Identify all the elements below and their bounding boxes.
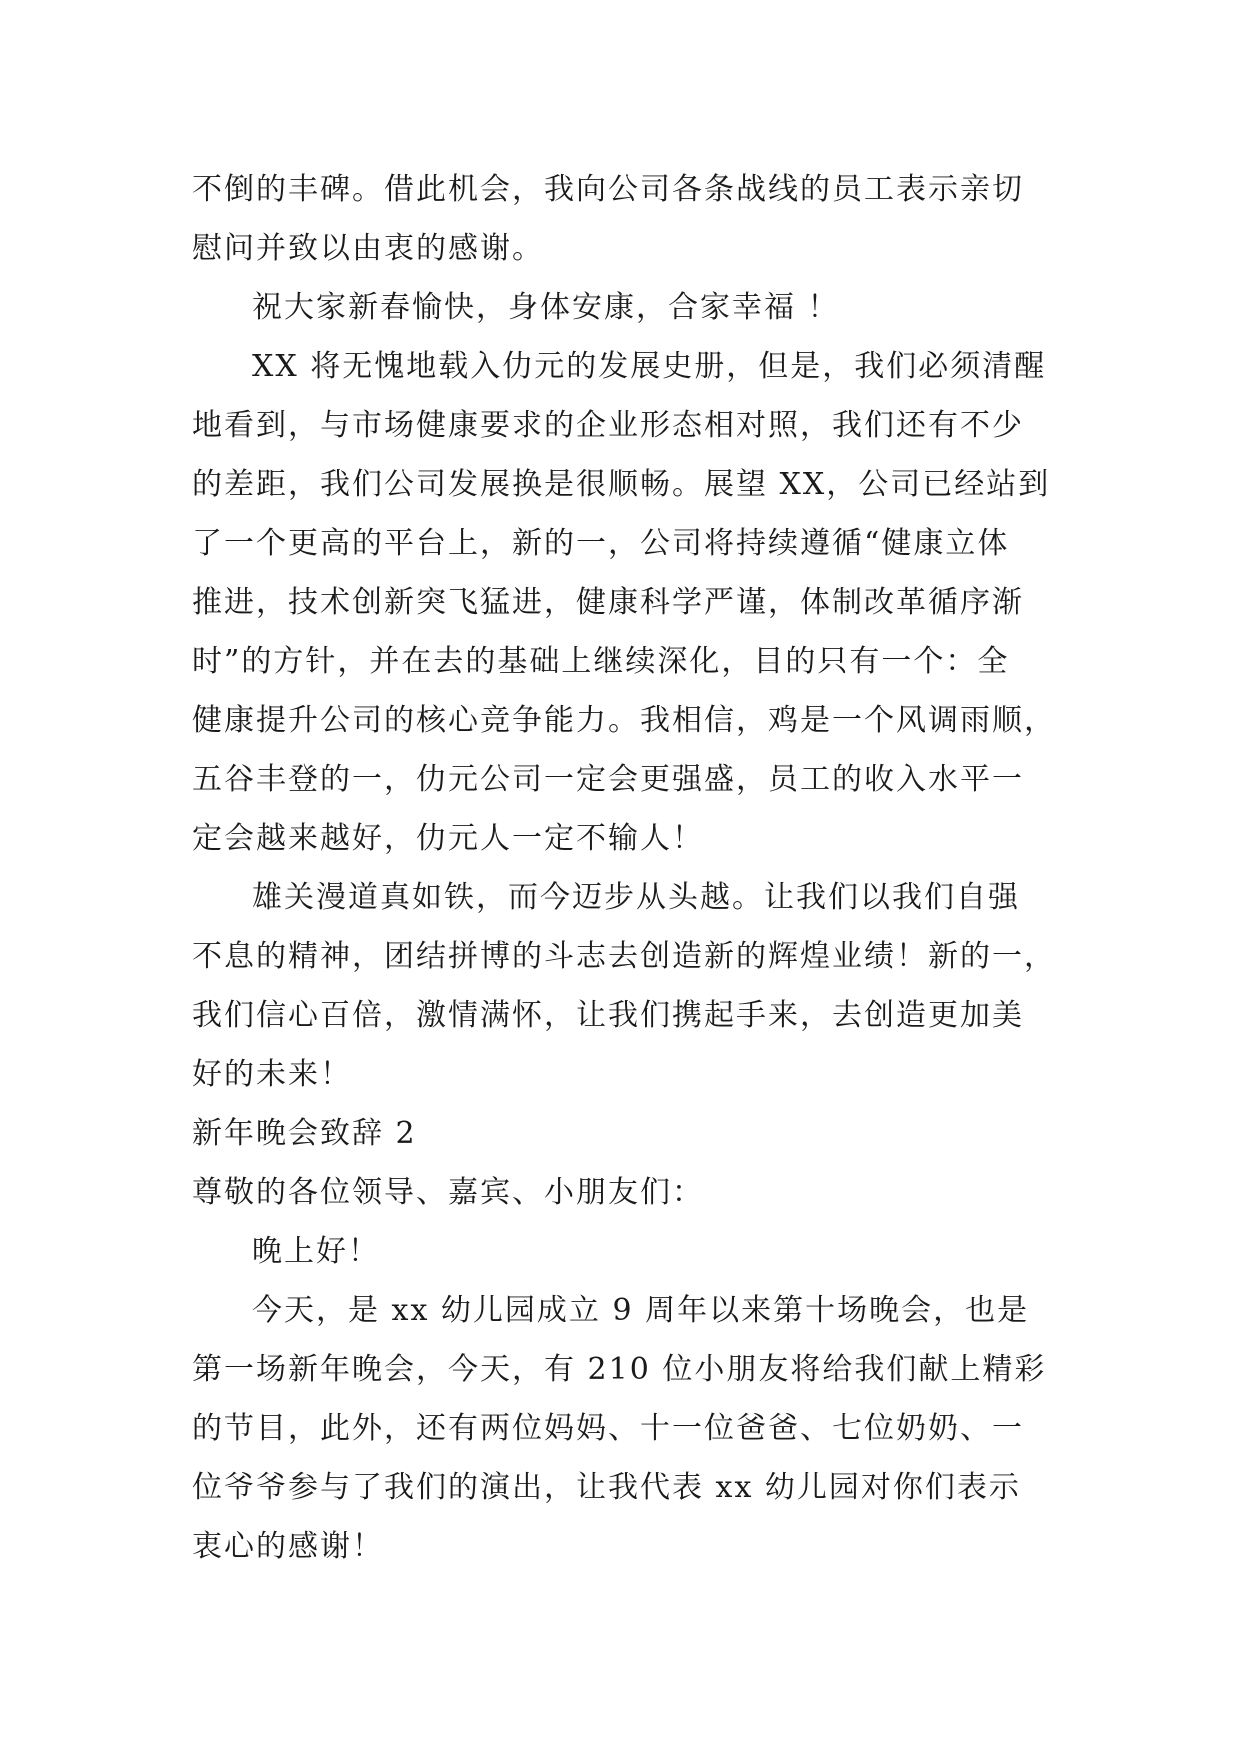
text-line: 衷心的感谢！ [192, 1529, 384, 1564]
text-line: XX 将无愧地载入仂元的发展史册，但是，我们必须清醒 [252, 349, 1047, 384]
text-line: 的节目，此外，还有两位妈妈、十一位爸爸、七位奶奶、一 [192, 1411, 1024, 1446]
salutation: 尊敬的各位领导、嘉宾、小朋友们： [192, 1175, 704, 1210]
text-line: 好的未来！ [192, 1057, 352, 1092]
text-line: 的差距，我们公司发展换是很顺畅。展望 XX，公司已经站到 [192, 467, 1051, 502]
text-line: 慰问并致以由衷的感谢。 [192, 231, 544, 266]
text-line: 时”的方针，并在去的基础上继续深化，目的只有一个：全 [192, 644, 1010, 679]
text-line: 我们信心百倍，激情满怀，让我们携起手来，去创造更加美 [192, 998, 1024, 1033]
text-line: 五谷丰登的一，仂元公司一定会更强盛，员工的收入水平一 [192, 762, 1024, 797]
text-line: 雄关漫道真如铁，而今迈步从头越。让我们以我们自强 [252, 880, 1020, 915]
text-line: 地看到，与市场健康要求的企业形态相对照，我们还有不少 [192, 408, 1024, 443]
text-line: 推进，技术创新突飞猛进，健康科学严谨，体制改革循序渐 [192, 585, 1024, 620]
text-line: 不倒的丰碑。借此机会，我向公司各条战线的员工表示亲切 [192, 172, 1024, 207]
text-line: 定会越来越好，仂元人一定不输人！ [192, 821, 704, 856]
text-line: 位爷爷参与了我们的演出，让我代表 xx 幼儿园对你们表示 [192, 1470, 1021, 1505]
text-line: 祝大家新春愉快，身体安康，合家幸福 ！ [252, 290, 840, 325]
greeting: 晚上好！ [252, 1234, 380, 1269]
section-heading: 新年晚会致辞 2 [192, 1116, 417, 1151]
text-line: 今天，是 xx 幼儿园成立 9 周年以来第十场晚会，也是 [252, 1293, 1030, 1328]
text-line: 健康提升公司的核心竞争能力。我相信，鸡是一个风调雨顺， [192, 703, 1056, 738]
document-body [192, 160, 1056, 1576]
text-line: 第一场新年晚会，今天，有 210 位小朋友将给我们献上精彩 [192, 1352, 1047, 1387]
text-line: 了一个更高的平台上，新的一，公司将持续遵循“健康立体 [192, 526, 1010, 561]
text-line: 不息的精神，团结拼博的斗志去创造新的辉煌业绩！新的一， [192, 939, 1056, 974]
